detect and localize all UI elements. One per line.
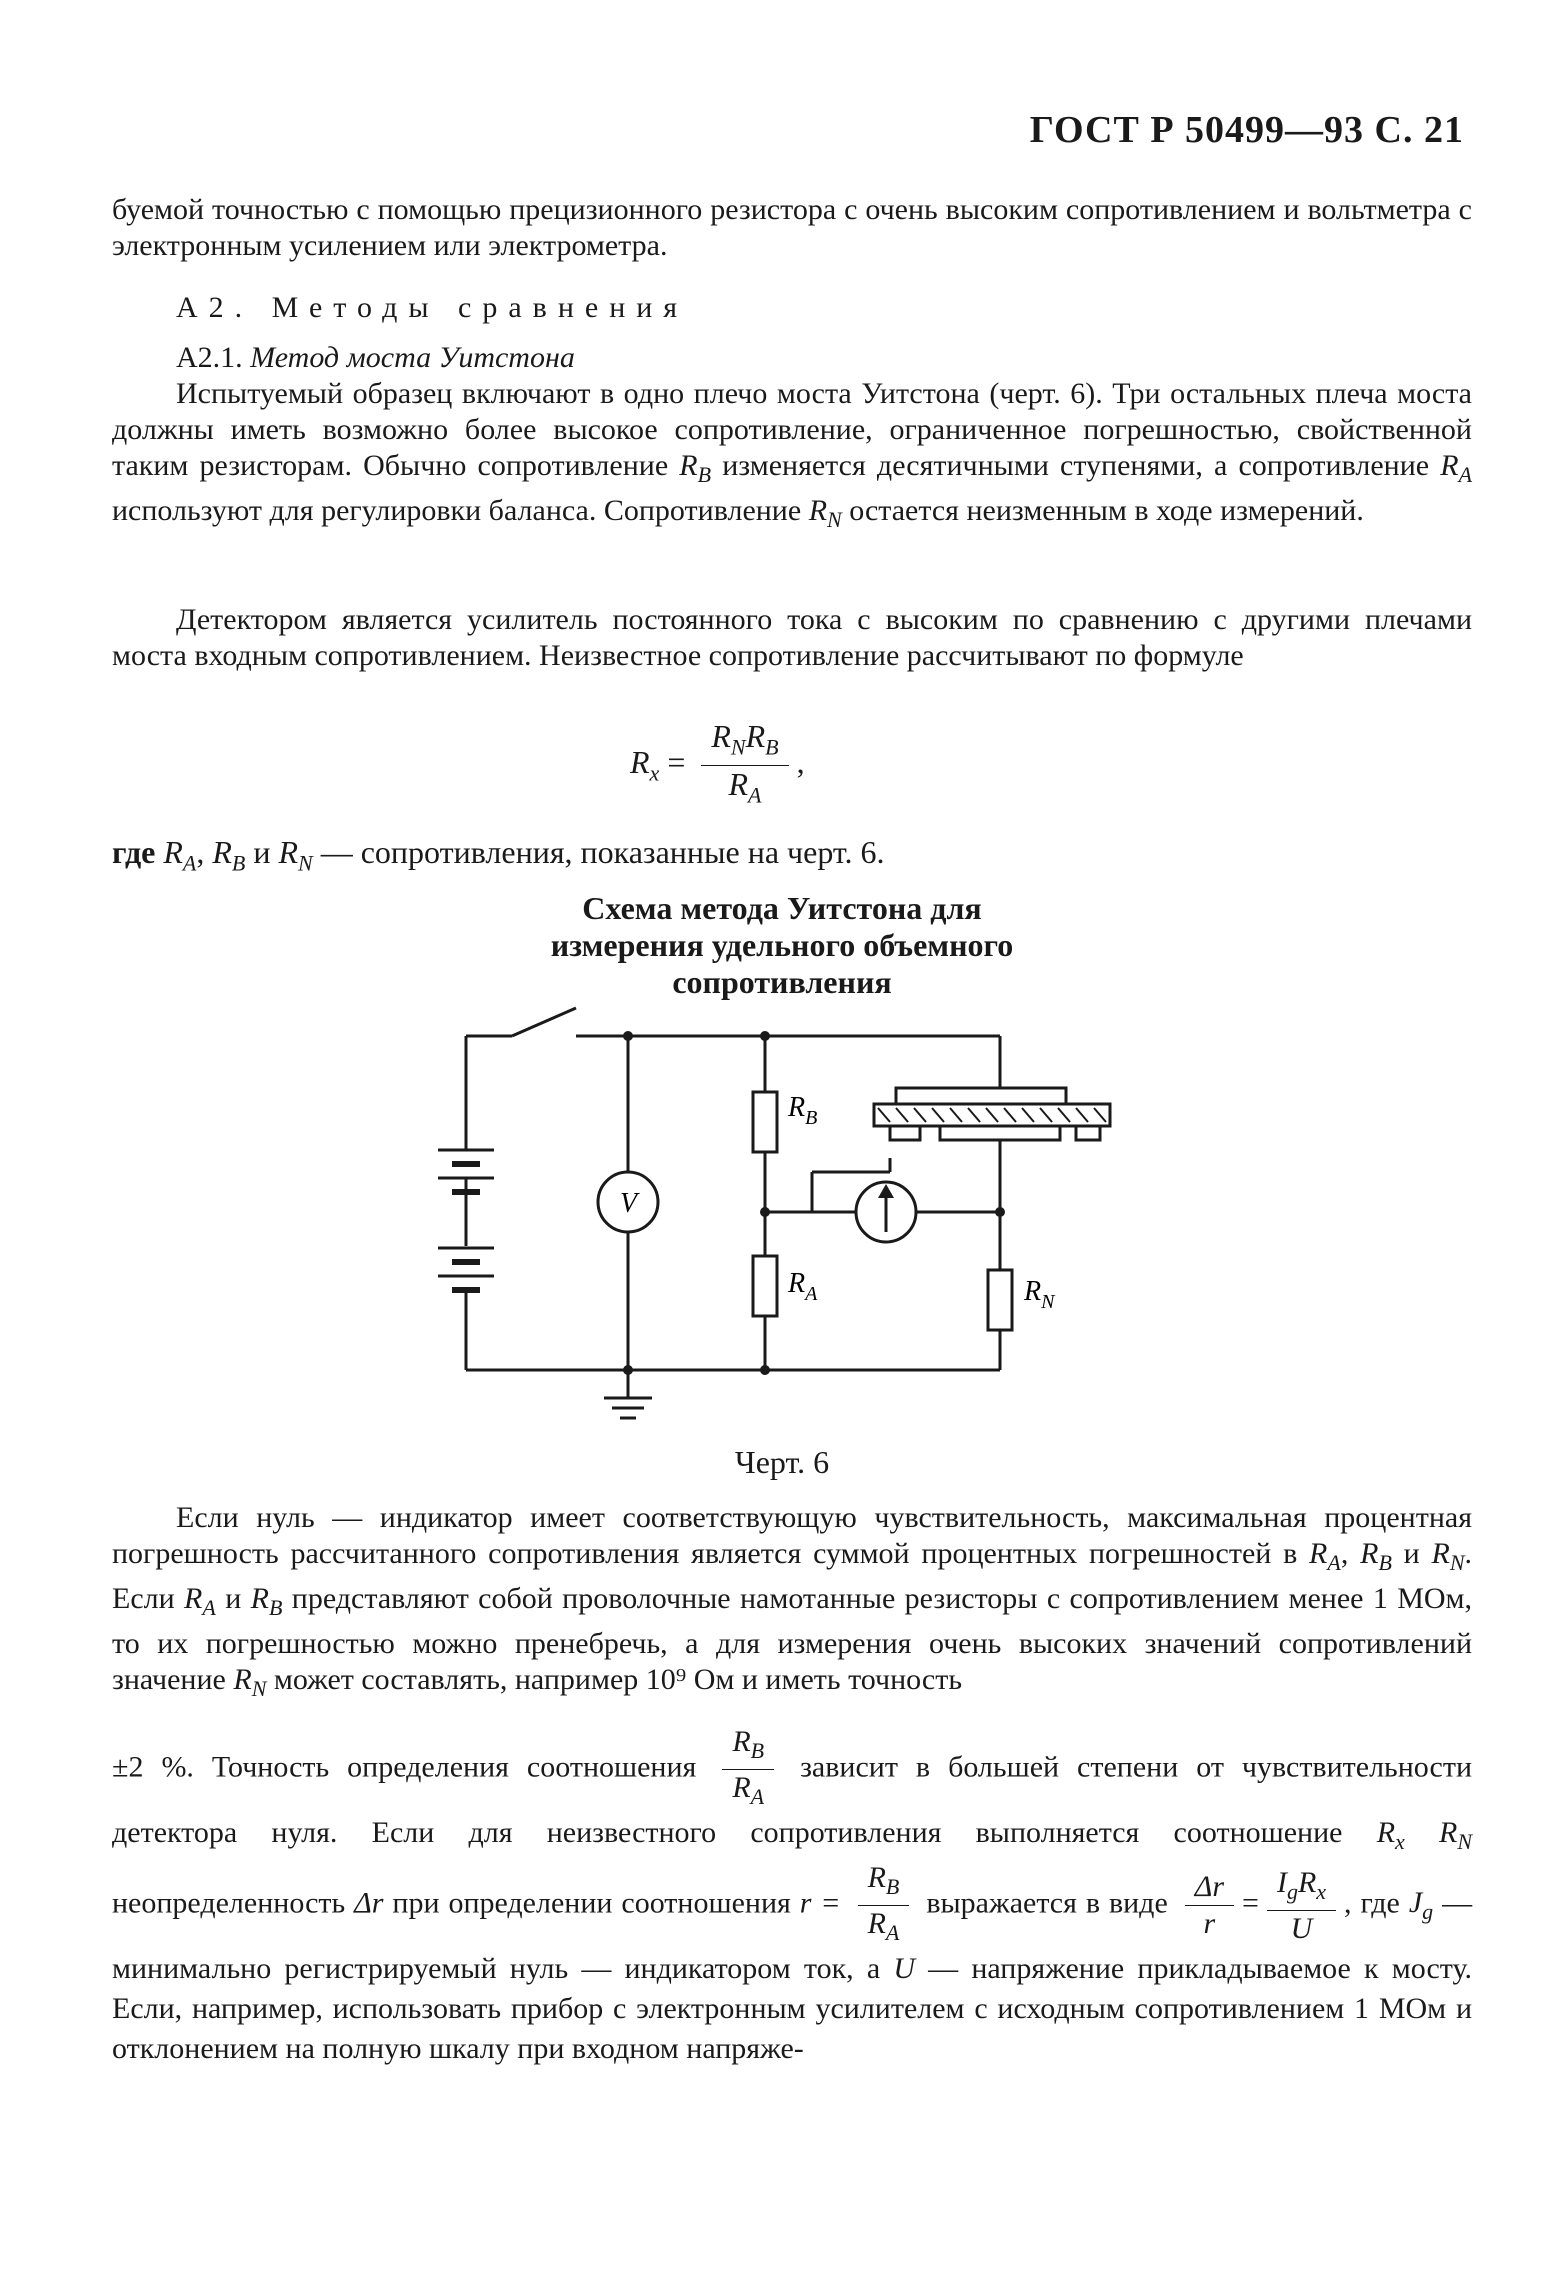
symbol-rn: $R_N$ bbox=[808, 494, 842, 532]
section-a21-title: Метод моста Уитстона bbox=[250, 341, 575, 374]
jg-symbol: $J_g$ bbox=[1408, 1886, 1434, 1925]
ratio-rb-ra: $\frac{R_B}{R_A}$ bbox=[722, 1726, 774, 1813]
paragraph-null-indicator: Если нуль — индикатор имеет соответствующую чувствительность, максимальная процентная погрешность рассчитанного сопротивления является суммой процентных погрешностей в $R_A$, $R_B$ и $R_N$. Если $R_A$ и $R_B$ представляют собой проволочные намотанные резисторы с сопротивлением менее 1 МОм, то их погрешностью можно пренебречь, а для измерения очень высоких значений сопротивлений значение $R_N$ может составлять, например 10⁹ Ом и иметь точность bbox=[112, 1501, 1473, 1701]
r-equals: r = bbox=[799, 1886, 841, 1920]
resistor-ra bbox=[753, 1256, 777, 1316]
label-rb: $R_B$ bbox=[788, 1092, 818, 1129]
para3-text-4: и bbox=[225, 1582, 242, 1615]
para3-text-5: представляют собой проволочные намотанные резисторы с сопротивлением менее 1 МОм, то их погрешностью можно пренебречь, а для измерения очень высоких значений сопротивлений значение bbox=[112, 1582, 1473, 1696]
battery-icon bbox=[438, 1150, 494, 1290]
section-a21-heading bbox=[112, 340, 1472, 376]
intro-text: буемой точностью с помощью прецизионного резистора с очень высоким сопротивлением и вольтметра с электронным усилением или электрометра. bbox=[112, 193, 1472, 262]
wheatstone-bridge-schematic bbox=[420, 1000, 1140, 1440]
p3-ra-2: $R_A$ bbox=[184, 1582, 216, 1620]
u-symbol: U bbox=[893, 1952, 915, 1985]
para3-text-10: при определении соотношения bbox=[392, 1886, 791, 1920]
para3-text-7: ±2 %. Точность определения соотношения bbox=[112, 1750, 697, 1784]
para1-text-4: остается неизменным в ходе измерений. bbox=[849, 494, 1364, 527]
p3-rb: $R_B$ bbox=[1360, 1537, 1392, 1575]
formula-lhs: $R_x$ bbox=[630, 744, 660, 786]
resistor-rb bbox=[753, 1092, 777, 1152]
symbol-rb: $R_B$ bbox=[679, 449, 712, 487]
measuring-electrode bbox=[940, 1126, 1060, 1140]
para3-text-2: и bbox=[1403, 1537, 1420, 1570]
where-rn: $R_N$ bbox=[278, 834, 313, 876]
figure-title bbox=[0, 890, 1564, 1001]
formula-denominator: $R_A$ bbox=[728, 766, 762, 808]
intro-paragraph bbox=[112, 192, 1472, 264]
para1-text-3: используют для регулировки баланса. Сопротивление bbox=[112, 494, 802, 527]
para3-text-13: — минимально регистрируемый нуль — индикатором ток, а bbox=[112, 1886, 1473, 1985]
figure-title-line-1: Схема метода Уитстона для bbox=[582, 890, 982, 926]
p3-rx: $R_x$ bbox=[1376, 1816, 1405, 1854]
where-line: где $R_A$, $R_B$ и $R_N$ — сопротивления, показанные на черт. 6. bbox=[112, 834, 885, 876]
figure-title-line-3: сопротивления bbox=[672, 964, 892, 1000]
para3-text-3: . Если bbox=[112, 1537, 1473, 1615]
guard-electrode-left bbox=[890, 1126, 920, 1140]
switch-blade bbox=[512, 1008, 576, 1036]
label-rn: $R_N$ bbox=[1024, 1276, 1055, 1313]
page-header: ГОСТ Р 50499—93 С. 21 bbox=[1029, 109, 1464, 151]
where-ra: $R_A$ bbox=[163, 834, 197, 876]
top-electrode bbox=[896, 1088, 1066, 1104]
section-a2-heading: А2. Методы сравнения bbox=[176, 291, 689, 324]
ratio-ig-rx-u: $\frac{I_gR_x}{U}$ bbox=[1267, 1867, 1336, 1945]
junction-dots bbox=[623, 1031, 1005, 1375]
ratio-r: $\frac{R_B}{R_A}$ bbox=[858, 1862, 910, 1949]
symbol-ra: $R_A$ bbox=[1440, 449, 1473, 487]
voltmeter-label: V bbox=[620, 1188, 638, 1219]
formula-numerator: $R_NR_B$ bbox=[701, 720, 788, 766]
section-a21-number: А2.1. bbox=[176, 341, 243, 374]
where-rb: $R_B$ bbox=[212, 834, 246, 876]
para1-text-1: Испытуемый образец включают в одно плечо моста Уитстона (черт. 6). Три остальных плеча моста должны иметь возможно более высокое сопротивление, ограниченное погрешностью, свойственной таким резисторам. Обычно сопротивление bbox=[112, 377, 1472, 482]
resistor-rn bbox=[988, 1270, 1012, 1330]
formula-equals: = bbox=[667, 744, 686, 781]
paragraph-accuracy: ±2 %. Точность определения соотношения $\frac{R_B}{R_A}$ зависит в большей степени от чувствительности детектора нуля. Если для неизвестного сопротивления выполняется соотношение $R_x$ $R_N$ неопределенность Δr при определении соотношения r = $\frac{R_B}{R_A}$ выражается в виде $\frac{\Delta r}{r}$ = $\frac{I_gR_x}{U}$ , где $J_g$ — минимально регистрируемый нуль — индикатором ток, а U — напряжение прикладываемое к мосту. Если, например, использовать прибор с электронным усилителем с исходным сопротивлением 1 МОм и отклонением на полную шкалу при входном напряже- bbox=[112, 1725, 1473, 2065]
para3-text-12: , где bbox=[1344, 1886, 1400, 1920]
figure-title-line-2: измерения удельного объемного bbox=[550, 927, 1014, 963]
paragraph-bridge-description bbox=[112, 376, 1472, 538]
para3-text-14: — напряжение прикладываемое к мосту. Если, например, использовать прибор с электронным усилителем с исходным сопротивлением 1 МОм и отклонением на полную шкалу при входном напряже- bbox=[112, 1952, 1473, 2065]
para3-text-6: может составлять, например 10⁹ Ом и иметь точность bbox=[273, 1663, 962, 1696]
formula-tail: , bbox=[796, 744, 805, 781]
ratio-dr-r: $\frac{\Delta r}{r}$ bbox=[1185, 1871, 1234, 1940]
para3-text-1: Если нуль — индикатор имеет соответствующую чувствительность, максимальная процентная погрешность рассчитанного сопротивления является суммой процентных погрешностей в bbox=[112, 1501, 1472, 1570]
p3-rn: $R_N$ bbox=[1431, 1537, 1465, 1575]
p3-ra: $R_A$ bbox=[1309, 1537, 1341, 1575]
figure-label: Черт. 6 bbox=[734, 1444, 830, 1480]
para3-text-9: неопределенность bbox=[112, 1886, 346, 1920]
label-ra: $R_A$ bbox=[788, 1268, 818, 1305]
p3-rn-2: $R_N$ bbox=[233, 1663, 267, 1701]
para3-text-11: выражается в виде bbox=[926, 1886, 1168, 1920]
where-lead: где bbox=[112, 834, 156, 870]
guard-electrode-right bbox=[1076, 1126, 1100, 1140]
paragraph-detector: Детектором является усилитель постоянного тока с высоким по сравнению с другими плечами моста входным сопротивлением. Неизвестное сопротивление рассчитывают по формуле bbox=[112, 603, 1472, 672]
para1-text-2: изменяется десятичными ступенями, а сопротивление bbox=[722, 449, 1430, 482]
p3-rb-2: $R_B$ bbox=[250, 1582, 283, 1620]
where-and: и bbox=[253, 834, 271, 870]
where-tail: — сопротивления, показанные на черт. 6. bbox=[320, 834, 885, 870]
p3-rn-3: $R_N$ bbox=[1439, 1816, 1473, 1854]
delta-r: Δr bbox=[354, 1886, 384, 1920]
formula-fraction bbox=[701, 720, 788, 812]
para3-text-8: зависит в большей степени от чувствительности детектора нуля. Если для неизвестного сопротивления выполняется соотношение bbox=[112, 1750, 1473, 1849]
formula-rx bbox=[630, 720, 805, 812]
